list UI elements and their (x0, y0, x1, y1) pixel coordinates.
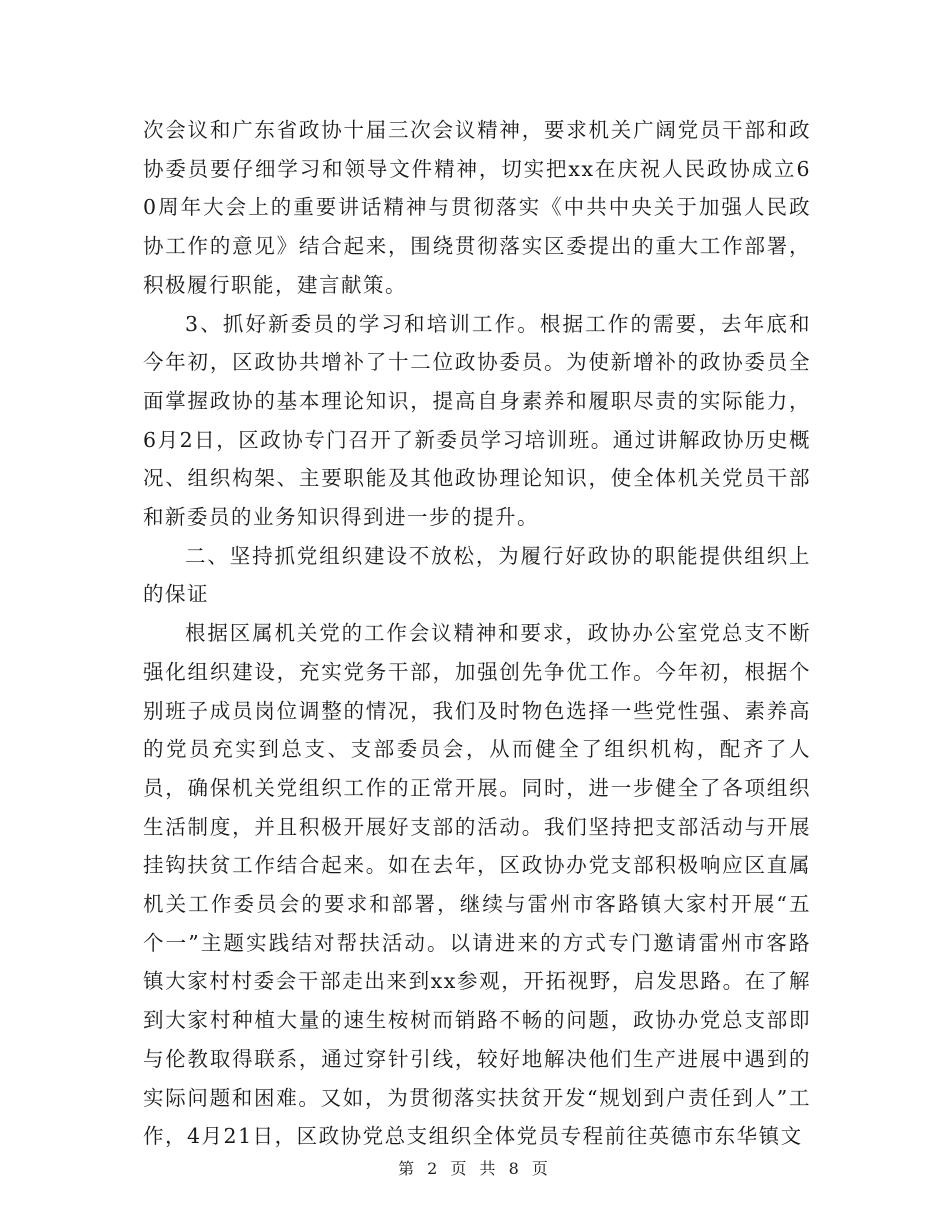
paragraph-continued: 次会议和广东省政协十届三次会议精神，要求机关广阔党员干部和政协委员要仔细学习和领导文件精神，切实把xx在庆祝人民政协成立60周年大会上的重要讲话精神与贯彻落实《中共中央关于加强人民政协工作的意见》结合起来，围绕贯彻落实区委提出的重大工作部署，积极履行职能，建言献策。 (143, 118, 811, 297)
paragraph-new-member-training: 3、抓好新委员的学习和培训工作。根据工作的需要，去年底和今年初，区政协共增补了十二位政协委员。为使新增补的政协委员全面掌握政协的基本理论知识，提高自身素养和履职尽责的实际能力，6月2日，区政协专门召开了新委员学习培训班。通过讲解政协历史概况、组织构架、主要职能及其他政协理论知识，使全体机关党员干部和新委员的业务知识得到进一步的提升。 (143, 311, 811, 530)
paragraph-party-organization: 根据区属机关党的工作会议精神和要求，政协办公室党总支不断强化组织建设，充实党务干部，加强创先争优工作。今年初，根据个别班子成员岗位调整的情况，我们及时物色选择一些党性强、素养高的党员充实到总支、支部委员会，从而健全了组织机构，配齐了人员，确保机关党组织工作的正常开展。同时，进一步健全了各项组织生活制度，并且积极开展好支部的活动。我们坚持把支部活动与开展挂钩扶贫工作结合起来。如在去年，区政协办党支部积极响应区直属机关工作委员会的要求和部署，继续与雷州市客路镇大家村开展“五个一”主题实践结对帮扶活动。以请进来的方式专门邀请雷州市客路镇大家村村委会干部走出来到xx参观，开拓视野，启发思路。在了解到大家村种植大量的速生桉树而销路不畅的问题，政协办党总支部即与伦教取得联系，通过穿针引线，较好地解决他们生产进展中遇到的实际问题和困难。又如，为贯彻落实扶贫开发“规划到户责任到人”工作，4月21日，区政协党总支组织全体党员专程前往英德市东华镇文 (143, 621, 811, 1149)
section-heading-party-building: 二、坚持抓党组织建设不放松，为履行好政协的职能提供组织上的保证 (143, 543, 811, 607)
page-number-footer: 第 2 页 共 8 页 (398, 1159, 552, 1178)
document-body (143, 111, 811, 1156)
